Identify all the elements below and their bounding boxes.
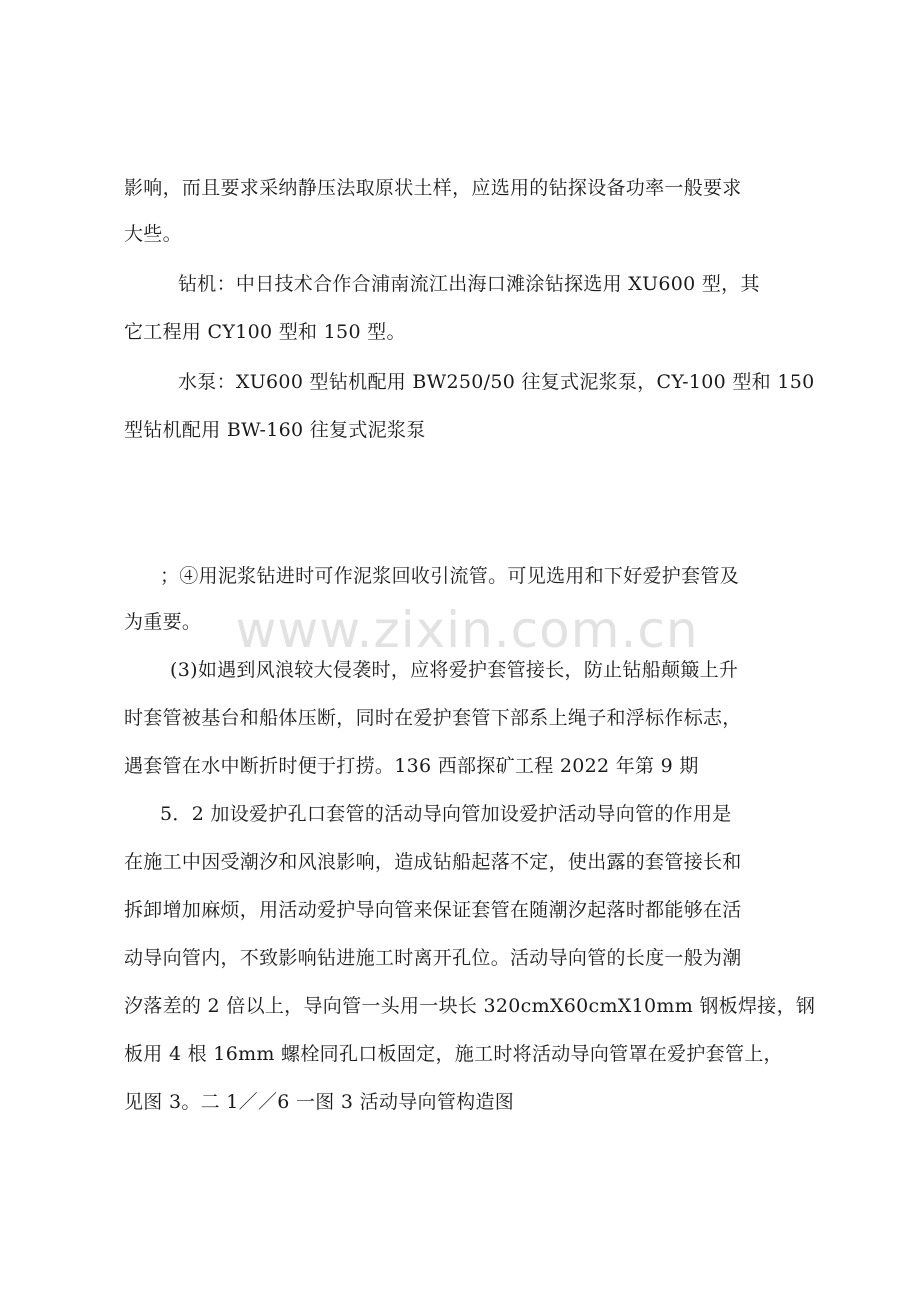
watermark: www.zixin.com.cn <box>235 601 699 659</box>
paragraph-6-line-4: 动导向管内，不致影响钻进施工时离开孔位。活动导向管的长度一般为潮 <box>124 947 742 969</box>
paragraph-1-line-2: 大些。 <box>124 223 182 245</box>
paragraph-3-line-1: 水泵：XU600 型钻机配用 BW250/50 往复式泥浆泵，CY-100 型和 150 <box>178 371 815 393</box>
paragraph-6-line-3: 拆卸增加麻烦，用活动爱护导向管来保证套管在随潮汐起落时都能够在活 <box>124 899 742 921</box>
paragraph-2-line-2: 它工程用 CY100 型和 150 型。 <box>124 321 406 343</box>
paragraph-6-line-7: 见图 3。二 1／／6 一图 3 活动导向管构造图 <box>124 1091 515 1113</box>
paragraph-6-line-5: 汐落差的 2 倍以上，导向管一头用一块长 320cmX60cmX10mm 钢板焊接，钢 <box>124 995 816 1017</box>
paragraph-5-line-1: (3)如遇到风浪较大侵袭时，应将爱护套管接长，防止钻船颠簸上升 <box>170 659 739 681</box>
paragraph-2-line-1: 钻机：中日技术合作合浦南流江出海口滩涂钻探选用 XU600 型，其 <box>178 273 760 295</box>
paragraph-5-line-3: 遇套管在水中断折时便于打捞。136 西部探矿工程 2022 年第 9 期 <box>124 755 699 777</box>
paragraph-6-line-1: 5．2 加设爱护孔口套管的活动导向管加设爱护活动导向管的作用是 <box>160 803 732 825</box>
paragraph-6-line-6: 板用 4 根 16mm 螺栓同孔口板固定，施工时将活动导向管罩在爱护套管上， <box>124 1043 783 1065</box>
paragraph-5-line-2: 时套管被基台和船体压断，同时在爱护套管下部系上绳子和浮标作标志， <box>124 707 742 729</box>
paragraph-3-line-2: 型钻机配用 BW-160 往复式泥浆泵 <box>124 419 426 441</box>
paragraph-4-line-1: ；④用泥浆钻进时可作泥浆回收引流管。可见选用和下好爱护套管及 <box>160 565 740 587</box>
paragraph-4-line-2: 为重要。 <box>124 611 202 633</box>
paragraph-6-line-2: 在施工中因受潮汐和风浪影响，造成钻船起落不定，使出露的套管接长和 <box>124 851 742 873</box>
paragraph-1-line-1: 影响，而且要求采纳静压法取原状土样，应选用的钻探设备功率一般要求 <box>124 177 742 199</box>
